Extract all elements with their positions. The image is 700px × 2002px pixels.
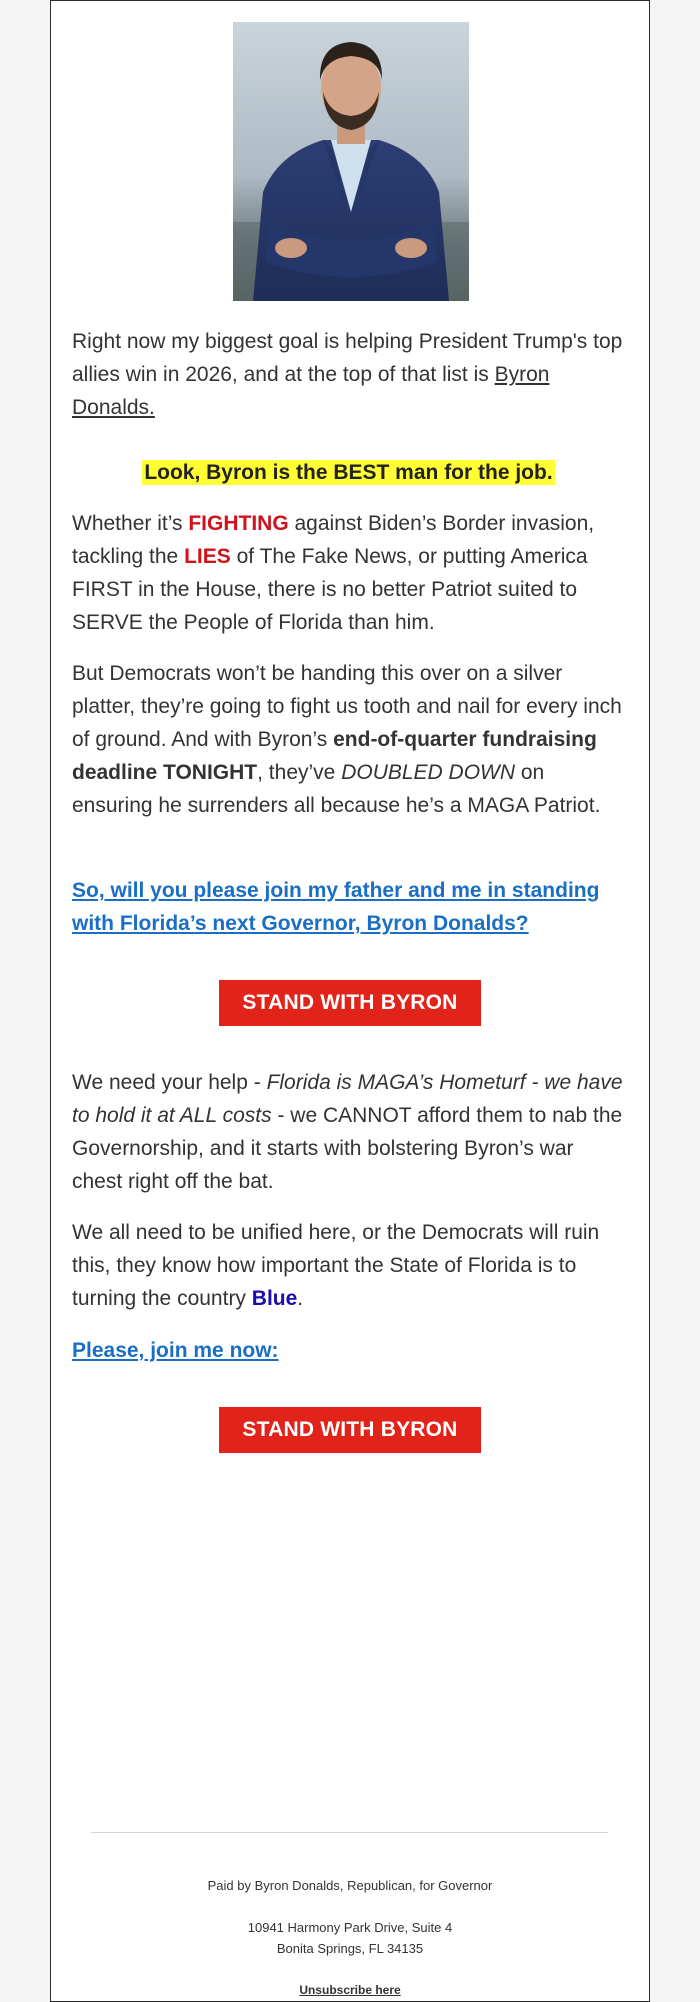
unsubscribe-link[interactable]: Unsubscribe here xyxy=(299,1983,401,1997)
intro-text: Right now my biggest goal is helping President Trump's top allies win in 2026, and at the top of that list is xyxy=(72,330,623,386)
stand-with-byron-button-2[interactable]: STAND WITH BYRON xyxy=(219,1407,481,1453)
para2-text-2: against Biden’s Border invasion, tackling the xyxy=(72,512,595,568)
para4-text-1: We need your help - xyxy=(72,1071,267,1094)
portrait-photo xyxy=(233,22,469,301)
para2-text-3: of The Fake News, or putting America FIRST in the House, there is no better Patriot suited to SERVE the People of Florida than him. xyxy=(72,545,588,634)
para2-text-1: Whether it’s xyxy=(72,512,189,535)
intro-paragraph xyxy=(72,325,625,424)
paragraph-fighting xyxy=(72,507,625,639)
lies-emphasis: LIES xyxy=(184,545,231,568)
paid-by-disclaimer: Paid by Byron Donalds, Republican, for Governor xyxy=(207,1878,493,1893)
deadline-emphasis: end-of-quarter fundraising deadline TONIGHT xyxy=(72,728,597,784)
email-card xyxy=(50,0,650,2002)
para3-text-1: But Democrats won’t be handing this over on a silver platter, they’re going to fight us tooth and nail for every inch of ground. And with Byron’s xyxy=(72,662,622,751)
address-line-2: Bonita Springs, FL 34135 xyxy=(276,1941,424,1956)
byron-donalds-link[interactable]: Byron Donalds. xyxy=(72,363,550,419)
para3-text-2: , they’ve xyxy=(257,761,342,784)
address-line-1: 10941 Harmony Park Drive, Suite 4 xyxy=(247,1920,453,1935)
highlight-line xyxy=(72,456,625,489)
ask-paragraph-1 xyxy=(72,874,625,940)
paragraph-unified xyxy=(72,1216,625,1315)
footer-divider xyxy=(91,1832,608,1833)
blue-emphasis: Blue xyxy=(251,1287,298,1310)
doubled-down-emphasis: DOUBLED DOWN xyxy=(341,761,516,784)
para4-text-2: - we CANNOT afford them to nab the Governorship, and it starts with bolstering Byron’s war chest right off the bat. xyxy=(72,1104,623,1193)
join-me-now-link[interactable]: Please, join me now: xyxy=(72,1339,279,1362)
fighting-emphasis: FIGHTING xyxy=(188,512,289,535)
join-father-link[interactable]: So, will you please join my father and me in standing with Florida’s next Governor, Byron Donalds? xyxy=(72,879,600,935)
ask-paragraph-2 xyxy=(72,1334,625,1367)
unsubscribe-row xyxy=(51,1979,649,2001)
hometurf-emphasis: Florida is MAGA’s Hometurf - we have to hold it at ALL costs xyxy=(72,1071,623,1127)
paragraph-democrats xyxy=(72,657,625,822)
paragraph-help xyxy=(72,1066,625,1198)
para5-text-1: We all need to be unified here, or the Democrats will ruin this, they know how important the State of Florida is to turning the country xyxy=(72,1221,600,1310)
stand-with-byron-button[interactable]: STAND WITH BYRON xyxy=(219,980,481,1026)
para5-text-2: . xyxy=(297,1287,304,1310)
para3-text-3: on ensuring he surrenders all because he’s a MAGA Patriot. xyxy=(72,761,601,817)
highlight-text: Look, Byron is the BEST man for the job. xyxy=(144,461,553,484)
mailing-address xyxy=(51,1917,649,1959)
